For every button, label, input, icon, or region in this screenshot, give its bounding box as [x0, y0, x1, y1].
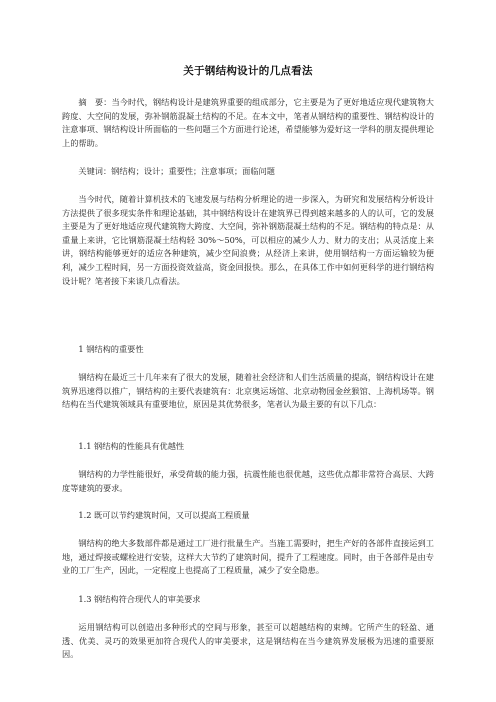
- section-heading-1: 1 钢结构的重要性: [78, 344, 144, 354]
- document-title: 关于钢结构设计的几点看法: [183, 65, 313, 77]
- section-1-1-paragraph: 钢结构的力学性能很好，承受荷载的能力强，抗震性能也很优越，这些优点都非常符合高层、大跨度等建筑的要求。: [62, 469, 434, 493]
- section-1-3-paragraph: 运用钢结构可以创造出多种形式的空间与形象，甚至可以超越结构的束缚。它所产生的轻盈、通透、优美、灵巧的效果更加符合现代人的审美要求，这是钢结构在当今建筑界发展极为迅速的重要原因。: [62, 622, 434, 660]
- section-heading-1-2: 1.2 既可以节约建筑时间，又可以提高工程质量: [78, 510, 250, 520]
- abstract-paragraph: 摘 要：当今时代，钢结构设计是建筑界重要的组成部分，它主要是为了更好地适应现代建筑物大跨度、大空间的发展，弥补钢筋混凝土结构的不足。在本文中，笔者从钢结构的重要性、钢结构设计的注意事项、钢结构设计所面临的一些问题三个方面进行论述，希望能够为爱好这一学科的朋友提供理论上的帮助。: [62, 97, 434, 148]
- section-heading-1-1: 1.1 钢结构的性能具有优越性: [78, 441, 185, 451]
- section-1-2-paragraph: 钢结构的绝大多数部件都是通过工厂进行批量生产。当施工需要时，把生产好的各部件直接运到工地，通过焊接或螺栓进行安装，这样大大节约了建筑时间，提升了工程速度。同时，由于各部件是由专业的工厂生产，因此，一定程度上也提高了工程质量，减少了安全隐患。: [62, 538, 434, 576]
- section-1-paragraph: 钢结构在最近三十几年来有了很大的发展，随着社会经济和人们生活质量的提高，钢结构设计在建筑界迅速得以推广，钢结构的主要代表建筑有：北京奥运场馆、北京动物园金丝猴馆、上海机场等。钢结构在当代建筑领域具有重要地位，原因是其优势很多，笔者认为最主要的有以下几点：: [62, 372, 434, 410]
- intro-paragraph: 当今时代，随着计算机技术的飞速发展与结构分析理论的进一步深入，为研究和发展结构分析设计方法提供了很多现实条件和理论基础，其中钢结构设计在建筑界已得到越来越多的人的认可，它的发展主要是为了更好地适应现代建筑物大跨度、大空间，弥补钢筋混凝土结构的不足。钢结构的特点是：从重量上来讲，它比钢筋混凝土结构轻 30%～50%，可以相应的减少人力、财力的支出；从灵活度上来讲，钢结构能够更好的适应各种建筑，减少空间浪费；从经济上来讲，使用钢结构一方面运输较为便利，减少工程时间，另一方面投资效益高，资金回报快。那么，在具体工作中如何更科学的进行钢结构设计呢？笔者接下来谈几点看法。: [62, 194, 434, 286]
- section-heading-1-3: 1.3 钢结构符合现代人的审美要求: [78, 594, 201, 604]
- keywords-line: 关键词：钢结构；设计；重要性；注意事项；面临问题: [78, 166, 275, 176]
